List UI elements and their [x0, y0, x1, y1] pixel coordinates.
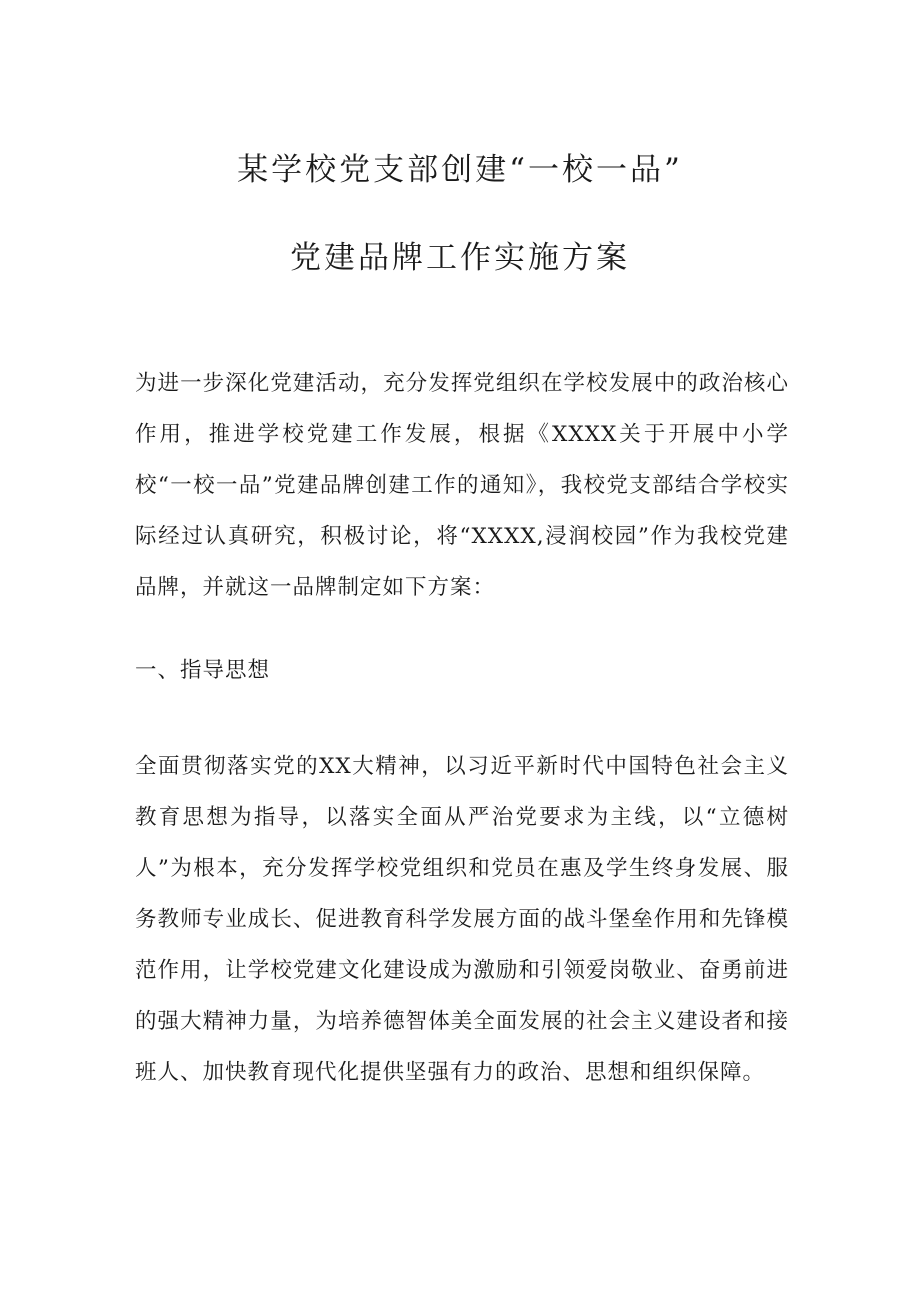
document-title-line-1: 某学校党支部创建“一校一品”	[237, 152, 683, 188]
guiding-ideology-paragraph: 全面贯彻落实党的XX大精神，以习近平新时代中国特色社会主义教育思想为指导，以落实全面从严治党要求为主线，以“立德树人”为根本，充分发挥学校党组织和党员在惠及学生终身发展、服务教师专业成长、促进教育科学发展方面的战斗堡垒作用和先锋模范作用，让学校党建文化建设成为激励和引领爱岗敬业、奋勇前进的强大精神力量，为培养德智体美全面发展的社会主义建设者和接班人、加快教育现代化提供坚强有力的政治、思想和组织保障。	[135, 754, 789, 1085]
document-title-line-2: 党建品牌工作实施方案	[290, 240, 630, 276]
section-heading-guiding-ideology: 一、指导思想	[135, 658, 271, 683]
intro-paragraph: 为进一步深化党建活动，充分发挥党组织在学校发展中的政治核心作用，推进学校党建工作发展，根据《XXXX关于开展中小学校“一校一品”党建品牌创建工作的通知》，我校党支部结合学校实际经过认真研究，积极讨论，将“XXXX,浸润校园”作为我校党建品牌，并就这一品牌制定如下方案：	[135, 371, 789, 600]
